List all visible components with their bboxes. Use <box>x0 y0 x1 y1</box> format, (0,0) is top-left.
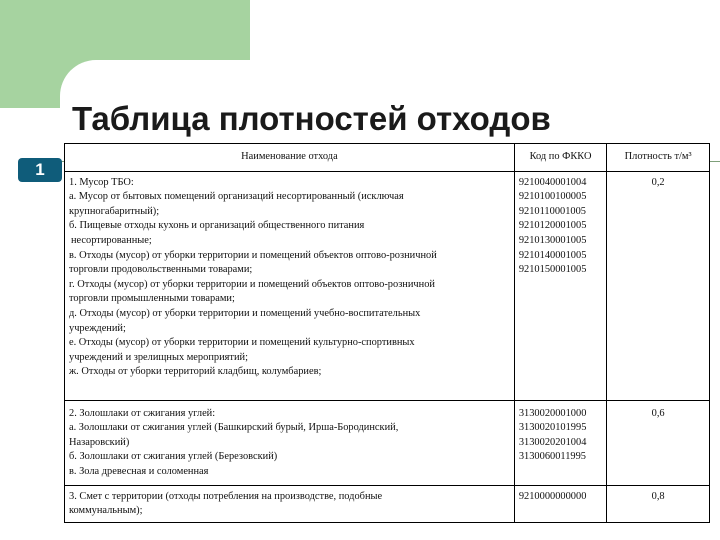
waste-name-line: в. Зола древесная и соломенная <box>69 465 209 477</box>
table-row <box>65 400 710 485</box>
waste-name-line: ж. Отходы от уборки территорий кладбищ, колумбариев; <box>69 366 322 378</box>
waste-name-line: Назаровский) <box>69 436 130 448</box>
density-value: 0,2 <box>607 171 710 400</box>
waste-name-line: несортированные; <box>71 234 152 246</box>
slide-title: Таблица плотностей отходов <box>72 100 551 137</box>
waste-name-line: торговли промышленными товарами; <box>69 293 235 305</box>
fkko-code-cell <box>514 400 606 485</box>
fkko-code: 9210130001005 <box>518 234 587 246</box>
header-waste-name: Наименование отхода <box>65 144 515 172</box>
waste-name-line: коммунальным); <box>69 505 143 517</box>
waste-name-line: б. Пищевые отходы кухонь и организаций общественного питания <box>69 220 365 232</box>
waste-name-cell <box>65 400 515 485</box>
waste-name-line: учреждений; <box>69 322 126 334</box>
table-row <box>65 485 710 522</box>
fkko-code: 3130020201004 <box>518 436 587 448</box>
fkko-code: 9210140001005 <box>518 249 587 261</box>
table-row <box>65 171 710 400</box>
density-value: 0,8 <box>607 485 710 522</box>
waste-name-line: 3. Смет с территории (отходы потребления на производстве, подобные <box>69 490 383 502</box>
waste-name-line: торговли продовольственными товарами; <box>69 264 253 276</box>
fkko-code: 3130060011995 <box>518 451 586 463</box>
waste-name-line: 1. Мусор ТБО: <box>69 176 134 188</box>
waste-name-line: крупногабаритный); <box>69 205 160 217</box>
waste-name-line: в. Отходы (мусор) от уборки территории и помещений объектов оптово-розничной <box>69 249 437 261</box>
waste-name-line: а. Мусор от бытовых помещений организаций несортированный (исключая <box>69 191 404 203</box>
fkko-code: 9210120001005 <box>518 220 587 232</box>
fkko-code: 9210100100005 <box>518 191 587 203</box>
waste-name-line: учреждений и зрелищных мероприятий; <box>69 351 248 363</box>
density-value: 0,6 <box>607 400 710 485</box>
waste-density-table <box>64 143 710 523</box>
waste-name-line: б. Золошлаки от сжигания углей (Березовский) <box>69 451 278 463</box>
header-fkko-code: Код по ФККО <box>514 144 606 172</box>
fkko-code-cell <box>514 171 606 400</box>
fkko-code: 3130020101995 <box>518 422 587 434</box>
fkko-code: 9210150001005 <box>518 264 587 276</box>
waste-name-line: а. Золошлаки от сжигания углей (Башкирский бурый, Ирша-Бородинский, <box>69 422 399 434</box>
fkko-code: 9210110001005 <box>518 205 586 217</box>
fkko-code: 9210000000000 <box>518 490 587 502</box>
fkko-code: 3130020001000 <box>518 407 587 419</box>
fkko-code-cell <box>514 485 606 522</box>
table-header-row <box>65 144 710 172</box>
slide-number-badge: 1 <box>18 158 62 182</box>
waste-name-cell <box>65 171 515 400</box>
fkko-code: 9210040001004 <box>518 176 587 188</box>
waste-name-line: 2. Золошлаки от сжигания углей: <box>69 407 216 419</box>
waste-name-line: г. Отходы (мусор) от уборки территории и помещений объектов оптово-розничной <box>69 278 435 290</box>
header-density: Плотность т/м³ <box>607 144 710 172</box>
waste-name-cell <box>65 485 515 522</box>
waste-name-line: д. Отходы (мусор) от уборки территории и помещений учебно-воспитательных <box>69 307 421 319</box>
waste-name-line: е. Отходы (мусор) от уборки территории и помещений культурно-спортивных <box>69 337 415 349</box>
